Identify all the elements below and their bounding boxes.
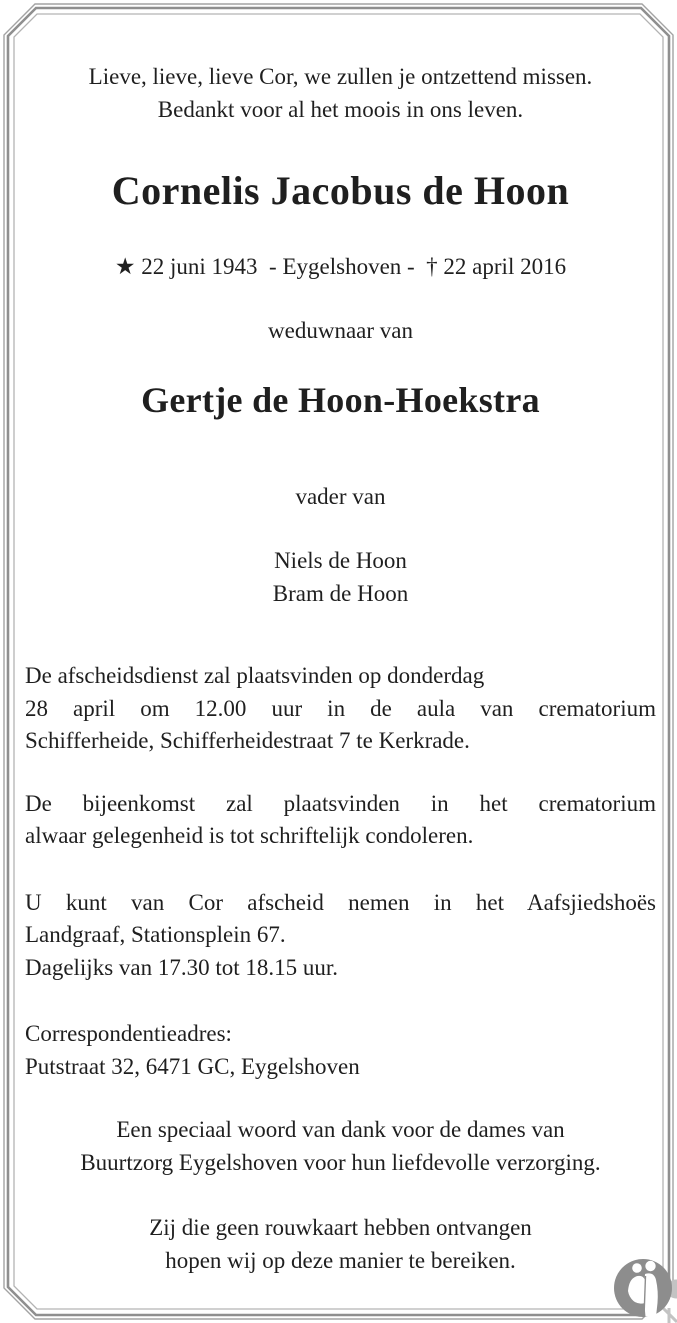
spouse-name: Gertje de Hoon-Hoekstra bbox=[141, 380, 540, 420]
announcement-content bbox=[25, 0, 656, 1323]
visitation-line: Landgraaf, Stationsplein 67. bbox=[25, 922, 286, 947]
intro-message bbox=[25, 60, 656, 126]
gathering-line: De bijeenkomst zal plaatsvinden in het crematorium bbox=[25, 790, 656, 816]
father-label: vader van bbox=[295, 484, 386, 509]
closing-message bbox=[25, 1212, 656, 1277]
correspondence-address-block bbox=[25, 1018, 656, 1083]
intro-line: Lieve, lieve, lieve Cor, we zullen je ontzettend missen. bbox=[88, 64, 593, 89]
closing-line: Zij die geen rouwkaart hebben ontvangen bbox=[149, 1215, 532, 1240]
service-details-paragraph bbox=[25, 660, 656, 758]
life-dates: ★ 22 juni 1943 - Eygelshoven - † 22 april 2016 bbox=[114, 254, 567, 279]
children-list bbox=[25, 544, 656, 610]
closing-line: hopen wij op deze manier te bereiken. bbox=[165, 1247, 516, 1273]
visitation-line: Dagelijks van 17.30 tot 18.15 uur. bbox=[25, 954, 339, 980]
intro-line: Bedankt voor al het moois in ons leven. bbox=[157, 97, 524, 122]
service-line: 28 april om 12.00 uur in de aula van crematorium bbox=[25, 695, 656, 721]
visitation-line: U kunt van Cor afscheid nemen in het Aafsjiedshoës bbox=[25, 889, 656, 915]
widower-label: weduwnaar van bbox=[268, 318, 413, 343]
correspondence-address: Putstraat 32, 6471 GC, Eygelshoven bbox=[25, 1053, 360, 1079]
deceased-name: Cornelis Jacobus de Hoon bbox=[111, 168, 570, 213]
thanks-line: Een speciaal woord van dank voor de dames van bbox=[116, 1117, 565, 1142]
gathering-line: alwaar gelegenheid is tot schriftelijk condoleren. bbox=[25, 823, 474, 848]
logo-small-circle bbox=[667, 1280, 677, 1299]
service-line: Schifferheide, Schifferheidestraat 7 te Kerkrade. bbox=[25, 728, 470, 753]
logo-link-line-diagonal bbox=[660, 1305, 677, 1322]
child-name: Bram de Hoon bbox=[272, 581, 409, 606]
correspondence-label: Correspondentieadres: bbox=[25, 1021, 232, 1046]
thanks-line: Buurtzorg Eygelshoven voor hun liefdevolle verzorging. bbox=[80, 1149, 601, 1175]
thanks-message bbox=[25, 1114, 656, 1179]
condolence-paragraph bbox=[25, 788, 656, 853]
visitation-paragraph bbox=[25, 887, 656, 985]
child-name: Niels de Hoon bbox=[274, 548, 407, 573]
service-line: De afscheidsdienst zal plaatsvinden op donderdag bbox=[25, 663, 485, 688]
